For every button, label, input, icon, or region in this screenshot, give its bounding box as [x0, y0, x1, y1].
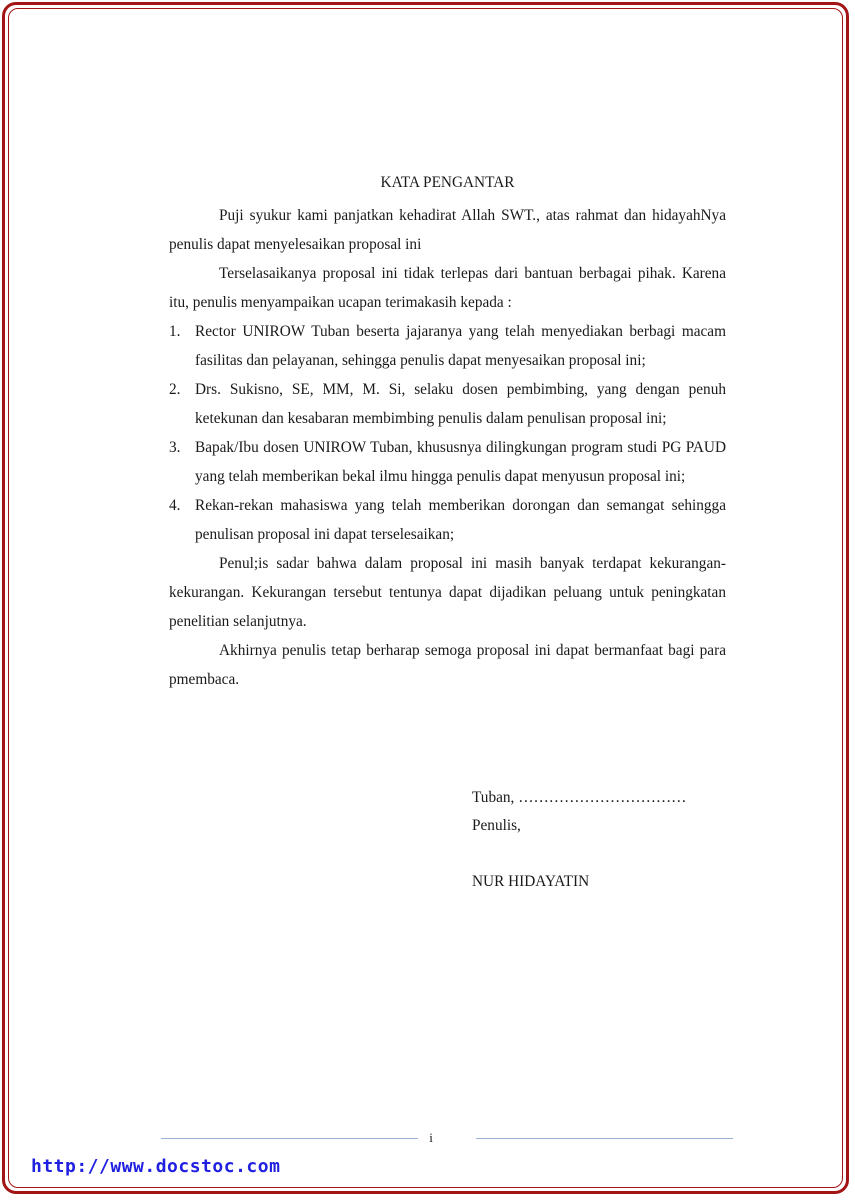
watermark-link[interactable]: http://www.docstoc.com — [31, 1156, 281, 1177]
paragraph-shortcomings: Penul;is sadar bahwa dalam proposal ini masih banyak terdapat kekurangan-kekurangan. Kekurangan tersebut tentunya dapat dijadikan peluang untuk peningkatan penelitian selanjutnya. — [169, 555, 726, 630]
signature-role: Penulis, — [472, 817, 521, 834]
footer-rule-right — [476, 1138, 733, 1139]
list-item — [169, 491, 726, 549]
list-item-text: Rekan-rekan mahasiswa yang telah memberikan dorongan dan semangat sehingga penulisan proposal ini dapat terselesaikan; — [195, 497, 726, 543]
paragraph-thanks: Terselasaikanya proposal ini tidak terlepas dari bantuan berbagai pihak. Karena itu, penulis menyampaikan ucapan terimakasih kepada : — [169, 265, 726, 311]
signature-block — [472, 784, 686, 896]
document-body — [169, 168, 726, 694]
footer-rule-left — [161, 1138, 418, 1139]
list-item-text: Drs. Sukisno, SE, MM, M. Si, selaku dosen pembimbing, yang dengan penuh ketekunan dan kesabaran membimbing penulis dalam penulisan proposal ini; — [195, 381, 726, 427]
paragraph-intro: Puji syukur kami panjatkan kehadirat Allah SWT., atas rahmat dan hidayahNya penulis dapat menyelesaikan proposal ini — [169, 207, 726, 253]
list-item-text: Rector UNIROW Tuban beserta jajaranya yang telah menyediakan berbagi macam fasilitas dan pelayanan, sehingga penulis dapat menyesaikan proposal ini; — [195, 323, 726, 369]
list-item-number: 2. — [169, 381, 181, 398]
list-item — [169, 375, 726, 433]
list-item — [169, 433, 726, 491]
paragraph-closing: Akhirnya penulis tetap berharap semoga proposal ini dapat bermanfaat bagi para pmembaca. — [169, 642, 726, 688]
signature-place-date: Tuban, …………………………… — [472, 789, 687, 806]
list-item-number: 3. — [169, 439, 181, 456]
signature-space — [472, 840, 686, 868]
list-item-text: Bapak/Ibu dosen UNIROW Tuban, khususnya dilingkungan program studi PG PAUD yang telah memberikan bekal ilmu hingga penulis dapat menyusun proposal ini; — [195, 439, 726, 485]
page-number: i — [429, 1130, 433, 1145]
list-item-number: 1. — [169, 323, 181, 340]
list-item — [169, 317, 726, 375]
acknowledgement-list — [169, 317, 726, 549]
page-title: KATA PENGANTAR — [380, 174, 515, 191]
signature-name: NUR HIDAYATIN — [472, 873, 590, 890]
list-item-number: 4. — [169, 497, 181, 514]
